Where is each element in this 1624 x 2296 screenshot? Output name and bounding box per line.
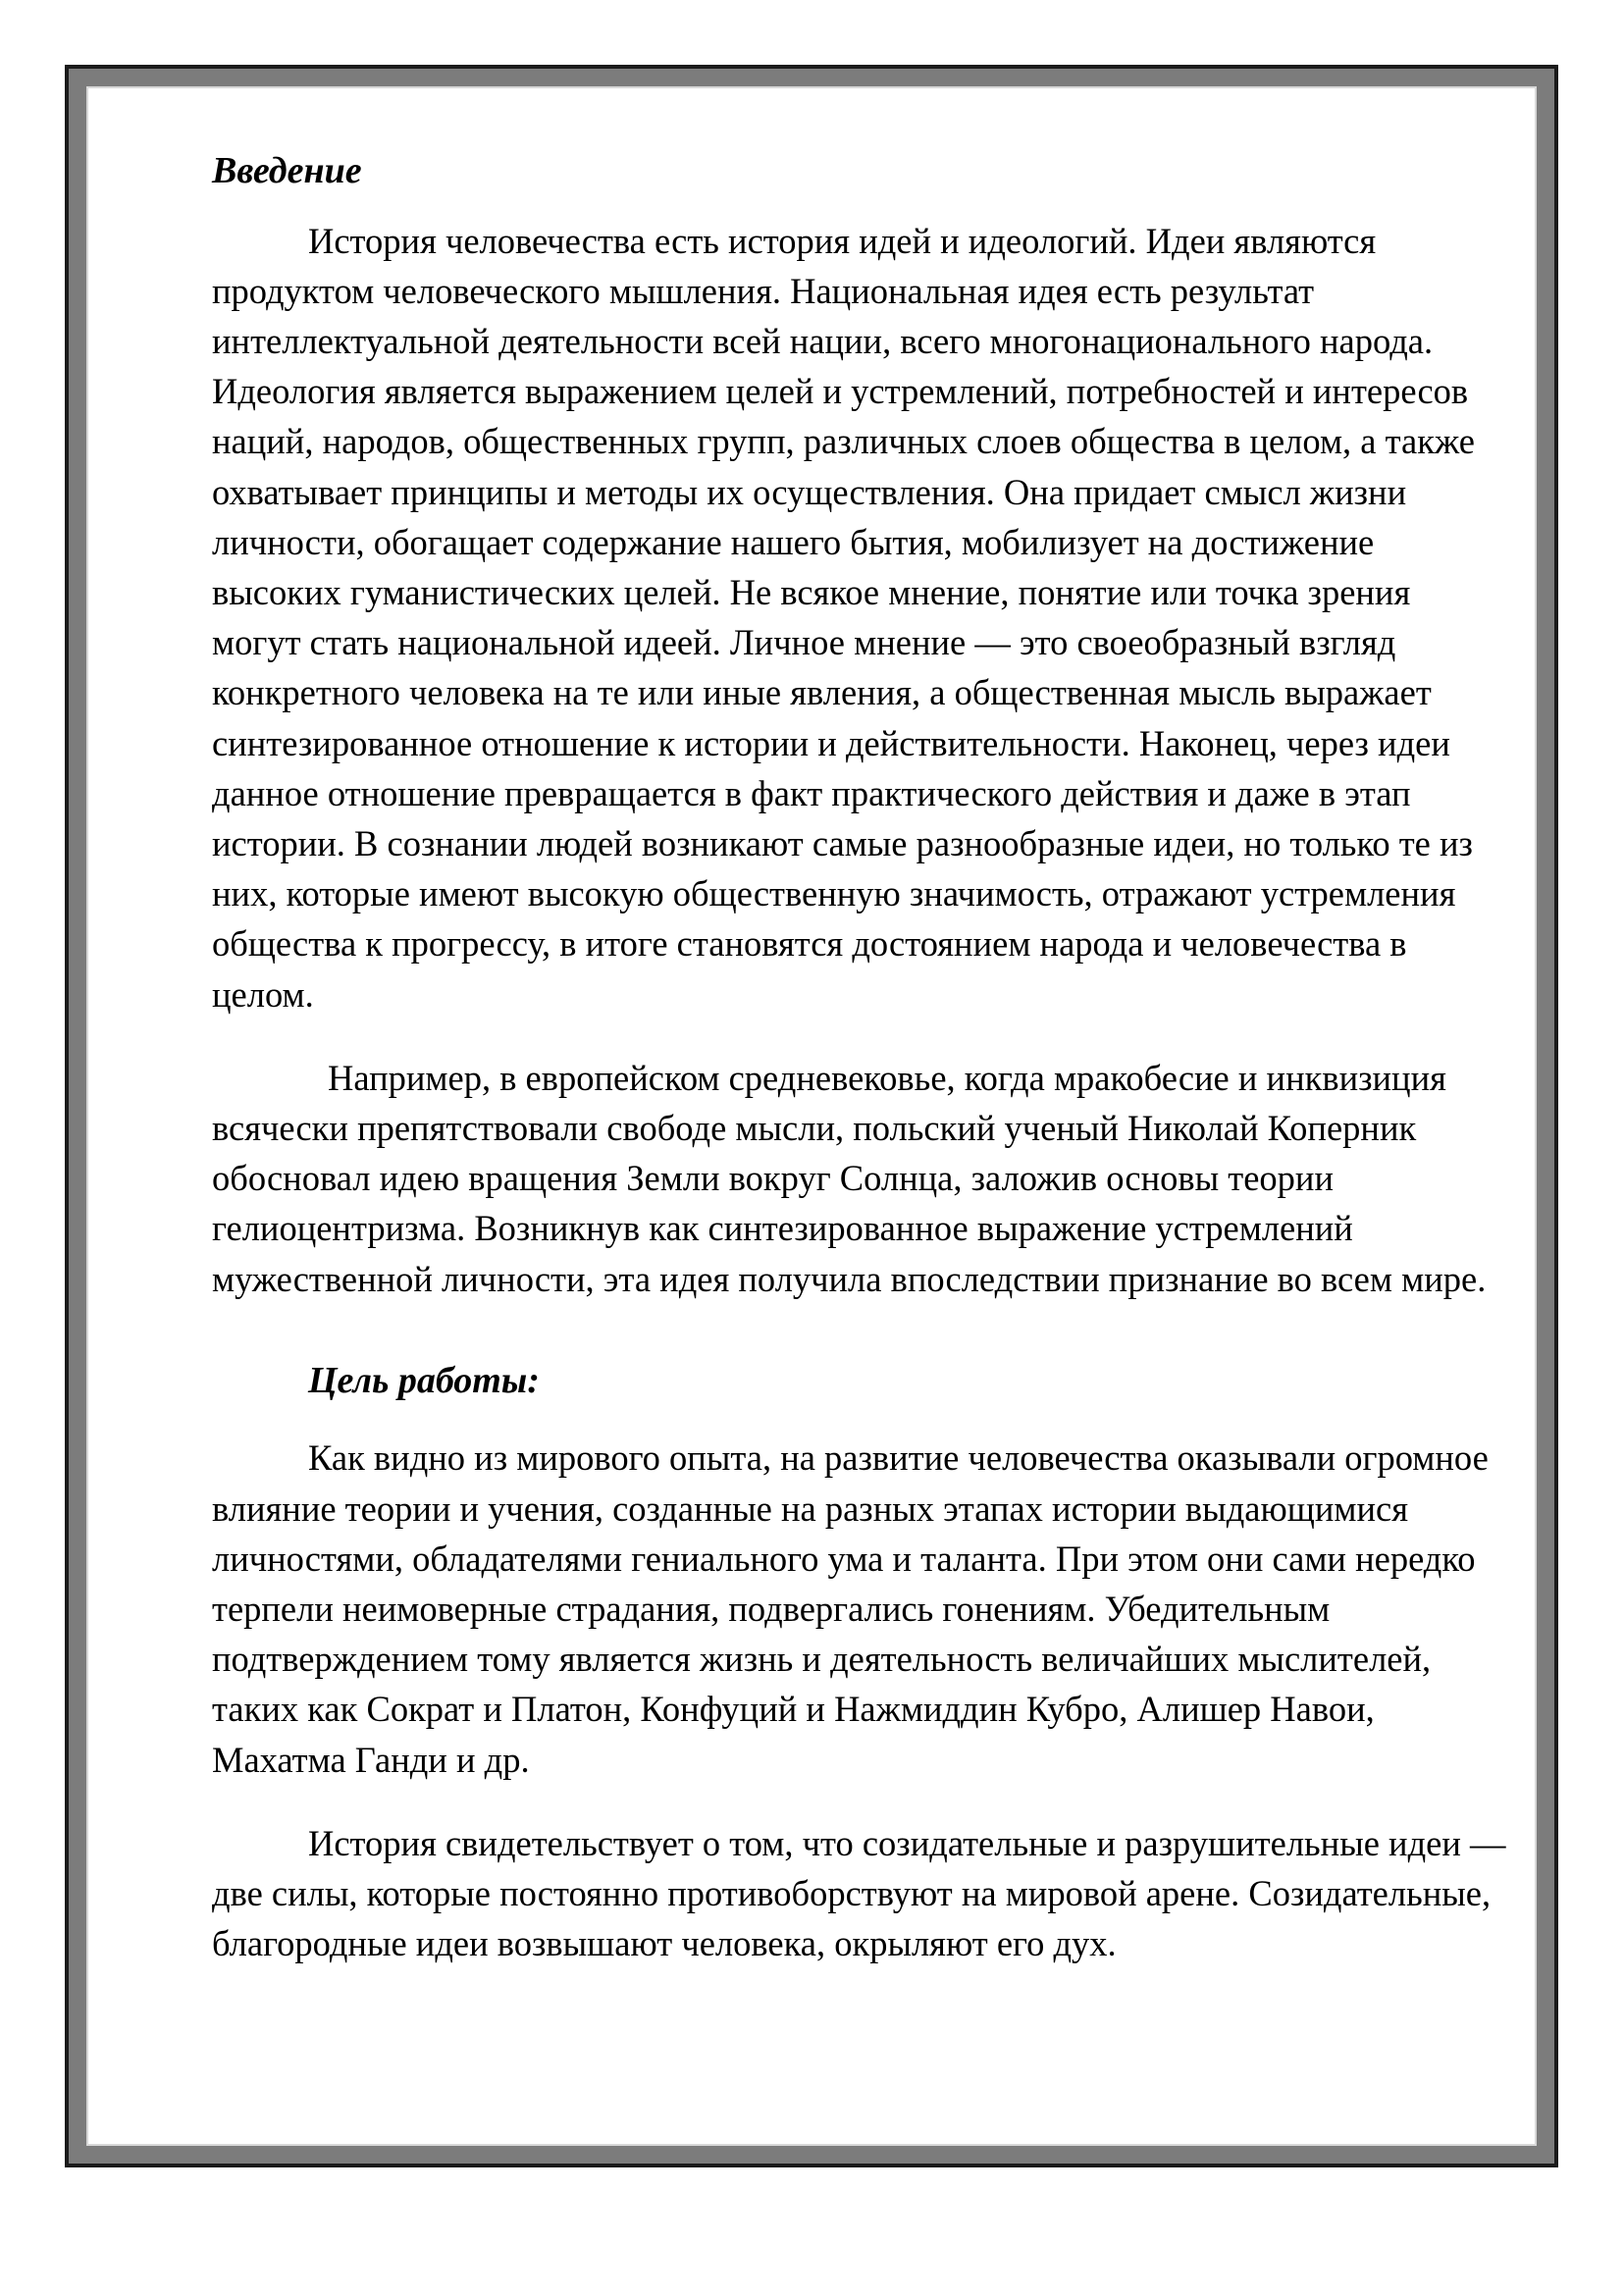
paragraph-creative-destructive-ideas: История свидетельствует о том, что созидательные и разрушительные идеи — две силы, которые постоянно противоборствуют на мировой арене. Созидательные, благородные идеи возвышают человека, окрыляют его дух. <box>212 1822 1506 1964</box>
section-heading-introduction: Введение <box>212 150 362 191</box>
paragraph-copernicus: Например, в европейском средневековье, когда мракобесие и инквизиция всячески препятствовали свободе мысли, польский ученый Николай Коперник обосновал идею вращения Земли вокруг Солнца, заложив основы теории гелиоцентризма. Возникнув как синтезированное выражение устремлений мужественной личности, эта идея получила впоследствии признание во всем мире. <box>212 1057 1487 1299</box>
paragraph-ideas-history: История человечества есть история идей и идеологий. Идеи являются продуктом человеческого мышления. Национальная идея есть результат интеллектуальной деятельности всей нации, всего многонационального народа. Идеология является выражением целей и устремлений, потребностей и интересов наций, народов, общественных групп, различных слоев общества в целом, а также охватывает принципы и методы их осуществления. Она придает смысл жизни личности, обогащает содержание нашего бытия, мобилизует на достижение высоких гуманистических целей. Не всякое мнение, понятие или точка зрения могут стать национальной идеей. Личное мнение — это своеобразный взгляд конкретного человека на те или иные явления, а общественная мысль выражает синтезированное отношение к истории и действительности. Наконец, через идеи данное отношение превращается в факт практического действия и даже в этап истории. В сознании людей возникают самые разнообразные идеи, но только те из них, которые имеют высокую общественную значимость, отражают устремления общества к прогрессу, в итоге становятся достоянием народа и человечества в целом. <box>212 220 1475 1015</box>
section-heading-goal: Цель работы: <box>308 1359 540 1401</box>
paragraph-world-experience: Как видно из мирового опыта, на развитие человечества оказывали огромное влияние теории и учения, созданные на разных этапах истории выдающимися личностями, обладателями гениального ума и таланта. При этом они сами нередко терпели неимоверные страдания, подвергались гонениям. Убедительным подтверждением тому является жизнь и деятельность величайших мыслителей, таких как Сократ и Платон, Конфуций и Нажмиддин Кубро, Алишер Навои, Махатма Ганди и др. <box>212 1437 1489 1780</box>
document-body <box>212 149 1507 1968</box>
